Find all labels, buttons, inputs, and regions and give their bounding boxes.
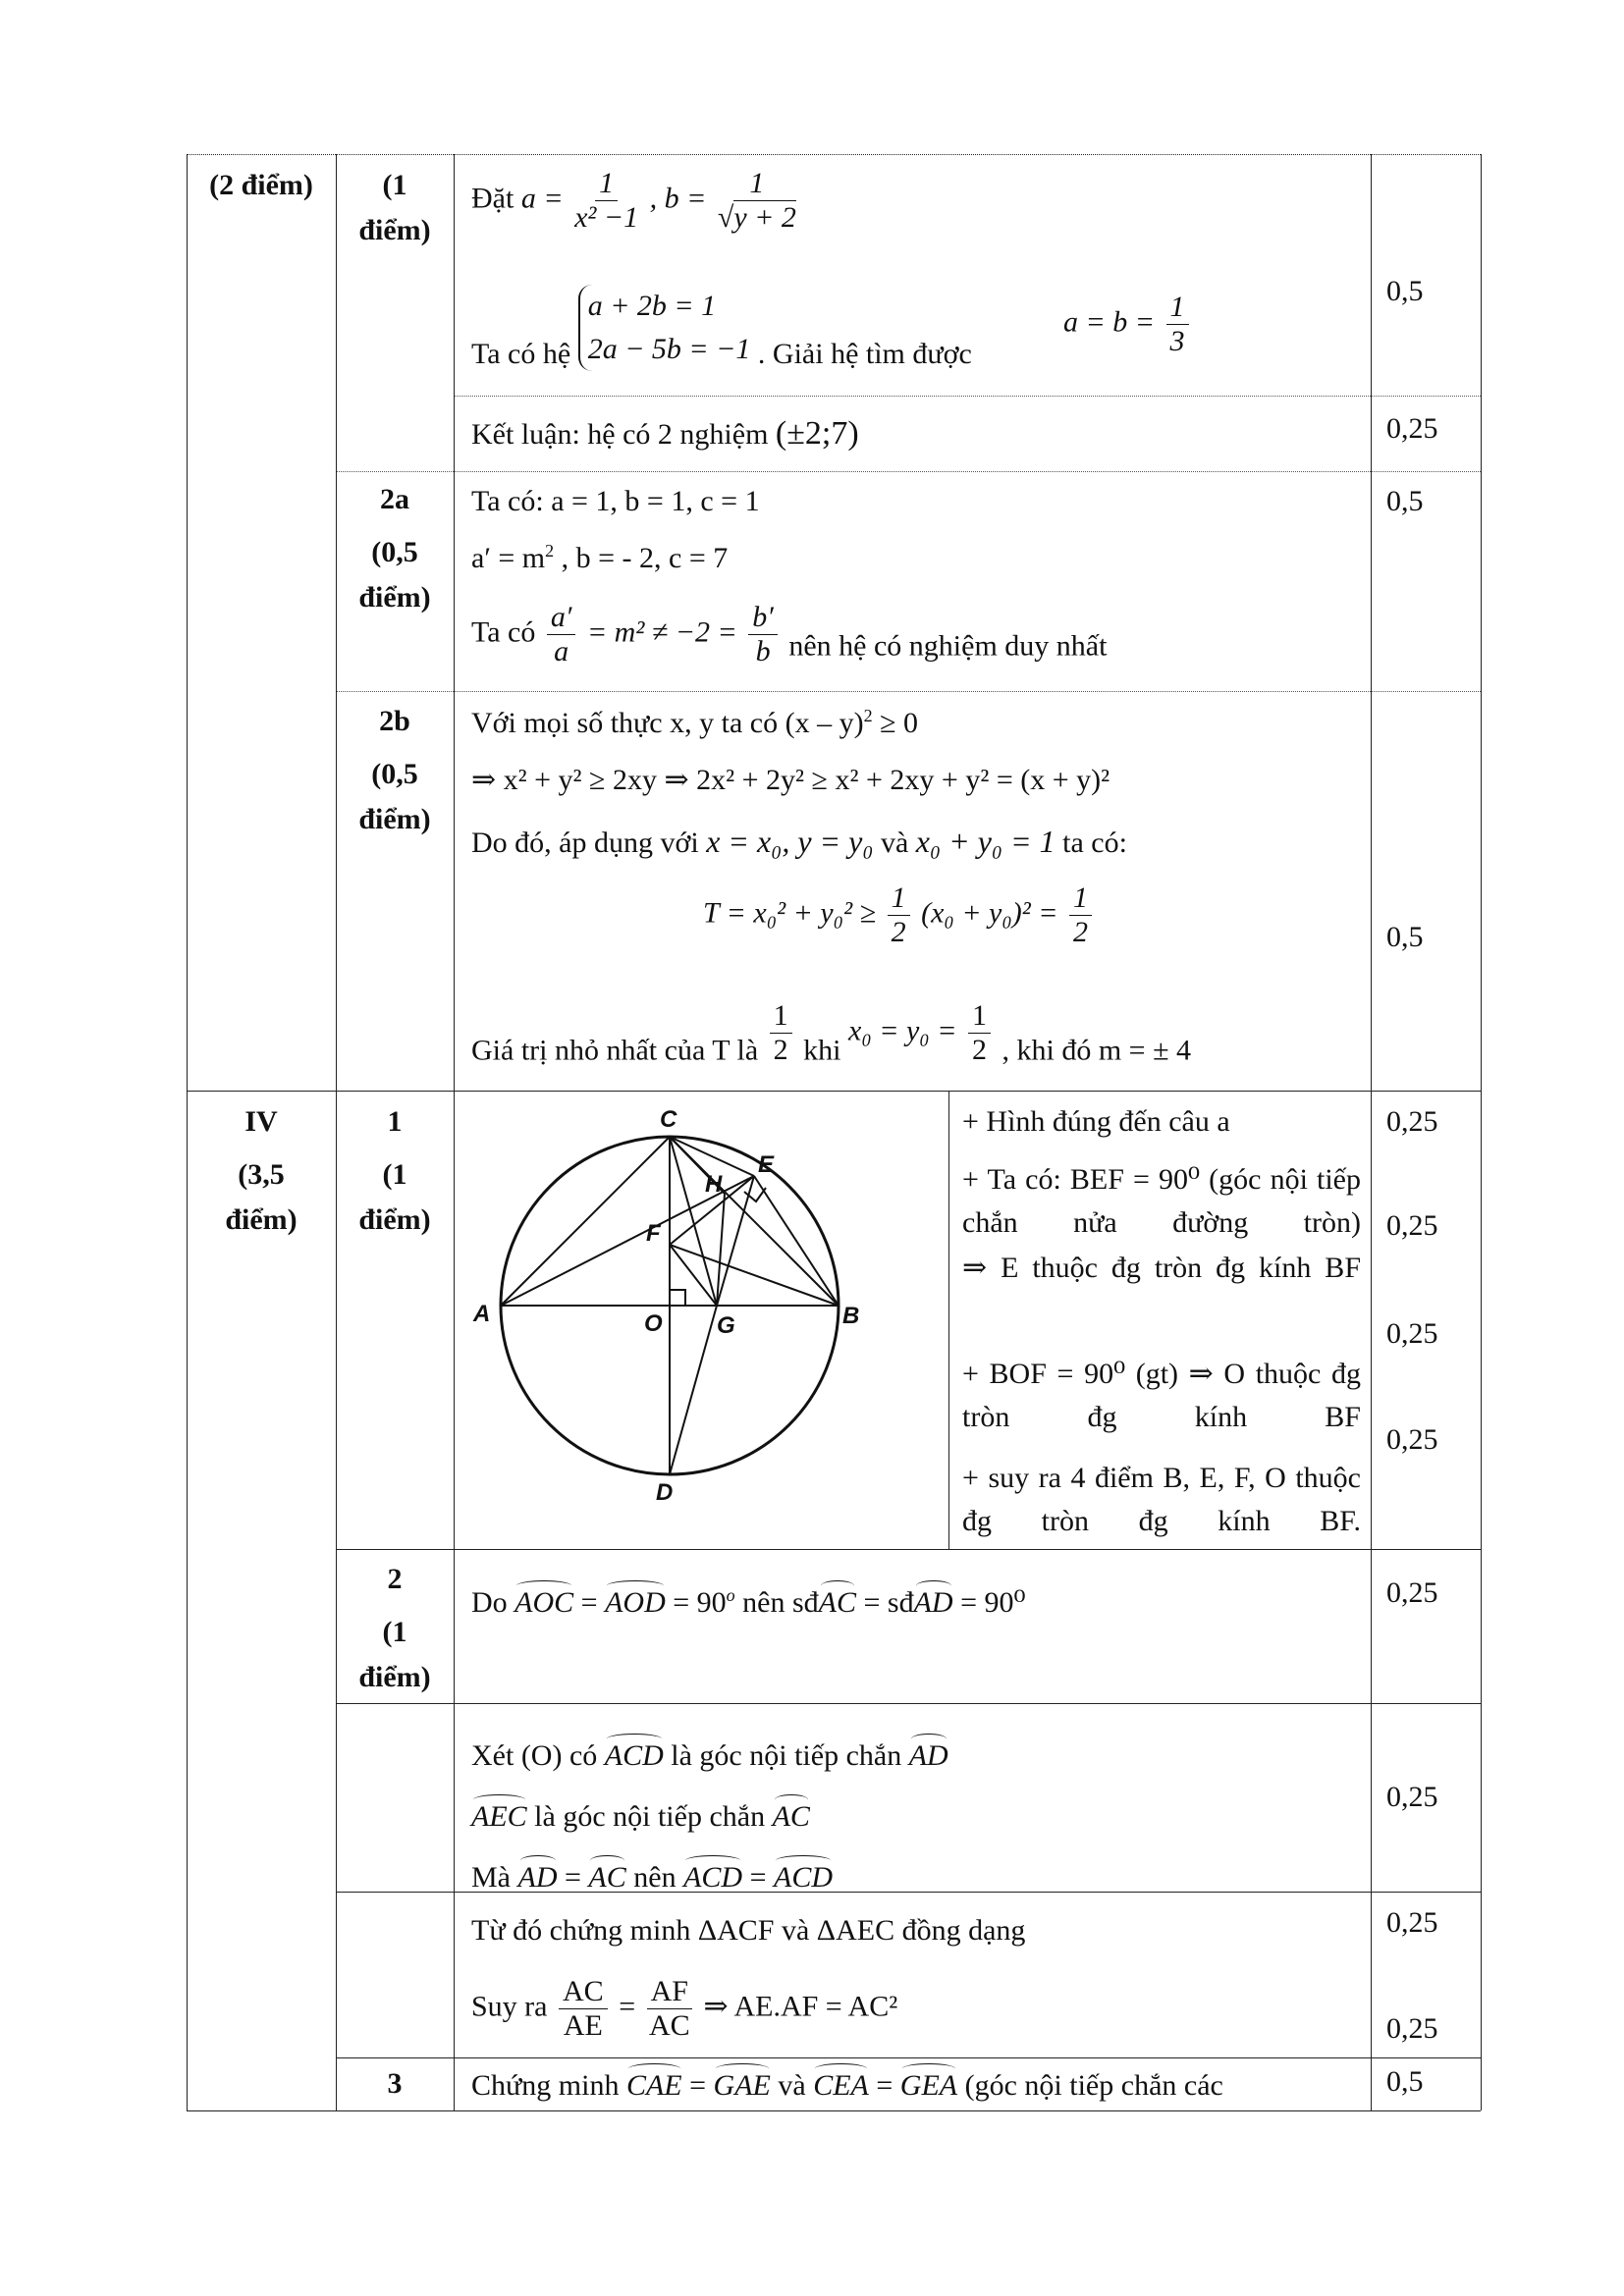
label-h: H xyxy=(705,1171,723,1198)
part-points: (1 xyxy=(382,1158,407,1191)
label-d: D xyxy=(656,1479,674,1506)
fraction: $\frac{AF}{AC}$ xyxy=(647,1975,692,2043)
table-top-border xyxy=(187,154,1481,155)
section-points: (2 điểm) xyxy=(209,169,313,201)
part-points: (0,5 xyxy=(371,758,418,790)
part-label: 2 xyxy=(387,1563,403,1595)
equation-system: a + 2b = 1 2a − 5b = −1 xyxy=(578,285,751,371)
fraction: $\frac{1}{\text{x² −1}}$ xyxy=(574,167,639,234)
line: Ta có: a = 1, b = 1, c = 1 xyxy=(471,485,760,517)
proof-line: AEC là góc nội tiếp chắn AC xyxy=(471,1800,810,1833)
score: 0,25 xyxy=(1386,2012,1438,2045)
fraction: $\frac{1}{3}$ xyxy=(1166,291,1189,358)
row-divider xyxy=(454,396,1481,397)
proof-line: + suy ra 4 điểm B, E, F, O thuộc đg tròn đg kính BF. xyxy=(962,1462,1361,1537)
part-points: điểm) xyxy=(358,803,431,835)
proof-line: ⇒ E thuộc đg tròn đg kính BF xyxy=(962,1252,1361,1284)
row-divider xyxy=(187,1091,1481,1092)
fraction: $\frac{a'}{a}$ xyxy=(547,601,576,668)
col-border xyxy=(454,154,455,2110)
line: Do đó, áp dụng với x = x₀, y = y₀ và x₀ + y₀ = 1 ta có: xyxy=(471,824,1127,859)
row-divider xyxy=(336,1703,1481,1704)
proof-line: Chứng minh CAE = GAE và CEA = GEA (góc nội tiếp chắn các xyxy=(471,2069,1223,2102)
part-points: điểm) xyxy=(358,214,431,246)
label-g: G xyxy=(717,1312,735,1339)
label-o: O xyxy=(644,1310,663,1337)
row-divider xyxy=(336,471,1481,472)
score: 0,25 xyxy=(1386,1906,1438,1939)
score: 0,25 xyxy=(1386,1423,1438,1456)
section-points: điểm) xyxy=(225,1203,298,1236)
row-divider xyxy=(336,2057,1481,2058)
row-divider xyxy=(336,1549,1481,1550)
proof-line: Suy ra $\frac{AC}{AE}$ = $\frac{AF}{AC}$ ⇒ AE.AF = AC² xyxy=(471,1975,898,2042)
label-b: B xyxy=(842,1303,860,1329)
part-label: 3 xyxy=(387,2067,403,2100)
col-border xyxy=(948,1091,949,1549)
col-border xyxy=(1481,154,1482,2110)
label-c: C xyxy=(660,1106,677,1133)
proof-line: Do AOC = AOD = $90^o$ nên sđAC = sđAD = 90⁰ xyxy=(471,1585,1026,1619)
part-label: 2b xyxy=(379,705,410,737)
label-e: E xyxy=(758,1151,775,1178)
part-points: (1 xyxy=(382,169,407,201)
line: $a' = m^2$ , b = - 2, c = 7 xyxy=(471,541,729,574)
proof-line: + BOF = 90⁰ (gt) ⇒ O thuộc đg tròn đg kính BF xyxy=(962,1358,1361,1433)
score: 0,5 xyxy=(1386,2065,1424,2098)
label-f: F xyxy=(646,1220,661,1247)
ratio-line: Ta có $\frac{a'}{a}$ = m² ≠ −2 = $\frac{b'}{b}$ nên hệ có nghiệm duy nhất xyxy=(471,601,1108,667)
score: 0,25 xyxy=(1386,412,1438,445)
figure-lines xyxy=(501,1137,839,1474)
fraction: $\frac{AC}{AE}$ xyxy=(559,1975,608,2043)
system-line: Ta có hệ a + 2b = 1 2a − 5b = −1 . Giải hệ tìm được xyxy=(471,285,972,371)
part-points: (0,5 xyxy=(371,536,418,568)
fraction: $\frac{1}{2}$ xyxy=(770,999,792,1067)
proof-line: + Ta có: BEF = 90⁰ (góc nội tiếp chắn nửa đường tròn) xyxy=(962,1163,1361,1239)
line: Với mọi số thực x, y ta có (x – y)$^2$ ≥ 0 xyxy=(471,706,919,739)
section-points: (3,5 xyxy=(238,1158,285,1191)
label-a: A xyxy=(473,1301,491,1327)
fraction: $\frac{1}{2}$ xyxy=(968,999,991,1067)
row-divider xyxy=(336,691,1481,692)
score: 0,25 xyxy=(1386,1576,1438,1609)
part-points: điểm) xyxy=(358,581,431,614)
part-points: điểm) xyxy=(358,1203,431,1236)
proof-line: Từ đó chứng minh ΔACF và ΔAEC đồng dạng xyxy=(471,1914,1026,1947)
part-points: (1 xyxy=(382,1616,407,1648)
proof-line: Xét (O) có ACD là góc nội tiếp chắn AD xyxy=(471,1739,948,1772)
conclusion-line: Kết luận: hệ có 2 nghiệm (±2;7) xyxy=(471,415,859,452)
solution-ab: a = b = $\frac{1}{3}$ xyxy=(1063,291,1193,358)
fraction: $\frac{1}{2}$ xyxy=(888,881,910,949)
substitution-line: Đặt a = $\frac{1}{\text{x² −1}}$ , b = $\frac{1}{√y + 2}$ xyxy=(471,167,796,234)
score: 0,5 xyxy=(1386,275,1424,307)
part-label: 2a xyxy=(380,483,409,515)
col-border xyxy=(1371,154,1372,2110)
score: 0,25 xyxy=(1386,1105,1438,1138)
section-label: IV xyxy=(244,1105,278,1138)
part-label: 1 xyxy=(387,1105,403,1138)
fraction: $\frac{b'}{b}$ xyxy=(748,601,778,668)
proof-line: Mà AD = AC nên ACD = ACD xyxy=(471,1861,834,1894)
part-points: điểm) xyxy=(358,1661,431,1693)
inequality: T = x₀² + y₀² ≥ $\frac{1}{2}$ (x₀ + y₀)² = $\frac{1}{2}$ xyxy=(703,881,1096,949)
line: ⇒ x² + y² ≥ 2xy ⇒ 2x² + 2y² ≥ x² + 2xy + y² = (x + y)² xyxy=(471,764,1110,796)
fraction: $\frac{1}{2}$ xyxy=(1069,881,1092,949)
min-value-line: Giá trị nhỏ nhất của T là $\frac{1}{2}$ khi x₀ = y₀ = $\frac{1}{2}$ , khi đó m = ± 4 xyxy=(471,999,1192,1067)
score: 0,25 xyxy=(1386,1317,1438,1350)
score: 0,25 xyxy=(1386,1781,1438,1813)
proof-line: + Hình đúng đến câu a xyxy=(962,1105,1230,1138)
fraction: $\frac{1}{√y + 2}$ xyxy=(717,167,796,234)
score: 0,5 xyxy=(1386,485,1424,517)
geometry-figure xyxy=(461,1097,943,1545)
score: 0,25 xyxy=(1386,1209,1438,1242)
table-bottom-border xyxy=(187,2110,1481,2111)
score: 0,5 xyxy=(1386,921,1424,953)
